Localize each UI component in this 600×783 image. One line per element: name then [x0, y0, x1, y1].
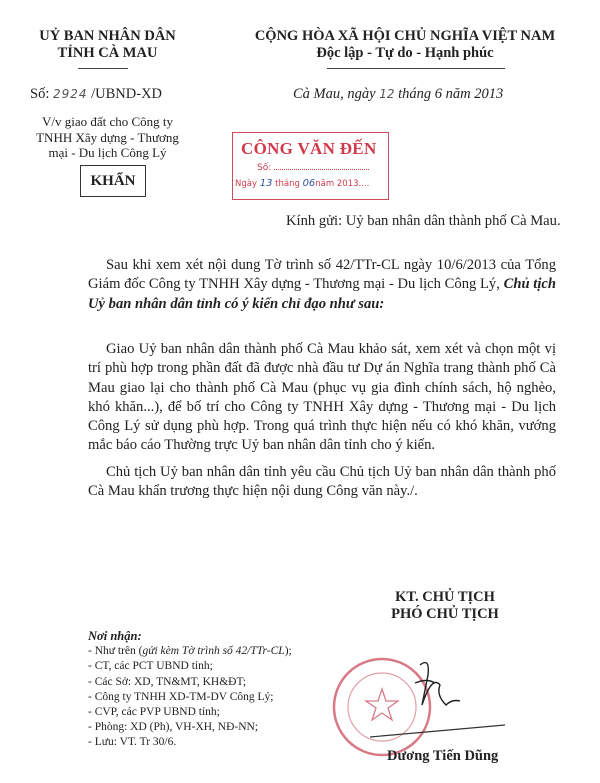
stamp-date-row: Ngày 13 tháng 06năm 2013....: [235, 178, 370, 189]
date-suffix: tháng 6 năm 2013: [398, 86, 504, 102]
recipient-item: [88, 644, 292, 659]
subject-line: mại - Du lịch Công Lý: [48, 145, 167, 160]
recipient-item: - CT, các PCT UBND tỉnh;: [88, 660, 213, 673]
addressee: Kính gửi: Uỷ ban nhân dân thành phố Cà Mau.: [286, 213, 561, 229]
national-header: [220, 28, 590, 62]
recipient-item: - Công ty TNHH XD-TM-DV Công Lý;: [88, 690, 274, 703]
stamp-thang-value: 06: [302, 178, 316, 189]
paragraph-3: Chủ tịch Uỷ ban nhân dân tỉnh yêu cầu Chủ tịch Uỷ ban nhân dân thành phố Cà Mau khẩn trương thực hiện nội dung Công văn này./.: [88, 464, 556, 500]
handwritten-number: 2924: [52, 87, 88, 101]
national-title: CỘNG HÒA XÃ HỘI CHỦ NGHĨA VIỆT NAM: [254, 28, 556, 44]
recipient-emph: gửi kèm Tờ trình số 42/TTr-CL: [142, 645, 285, 658]
stamp-number-row: [257, 163, 369, 173]
issuer-line1: UỶ BAN NHÂN DÂN: [39, 28, 176, 44]
recipient-item: - Phòng: XD (Ph), VH-XH, NĐ-NN;: [88, 721, 259, 734]
issuer-line2: TỈNH CÀ MAU: [57, 45, 158, 61]
stamp-ngay: Ngày: [235, 179, 257, 189]
signature-title: [370, 589, 520, 623]
recipient-item: - Các Sở: XD, TN&MT, KH&ĐT;: [88, 675, 247, 688]
signature-line2: PHÓ CHỦ TỊCH: [391, 606, 499, 622]
handwritten-day: 12: [379, 87, 395, 101]
recipient-prefix: - Như trên (: [88, 645, 143, 658]
handwritten-signature: [415, 663, 460, 705]
stamp-title: CÔNG VĂN ĐẾN: [241, 139, 377, 158]
stamp-nam: năm 2013: [315, 179, 359, 189]
issuer-underline: [78, 68, 128, 69]
subject-line: V/v giao đất cho Công ty: [41, 114, 174, 129]
document-number: [30, 86, 162, 103]
stamp-ngay-value: 13: [259, 178, 273, 189]
stamp-thang: tháng: [275, 179, 300, 189]
signer-name: Dương Tiến Dũng: [387, 748, 499, 764]
date-prefix: Cà Mau, ngày: [293, 86, 376, 102]
signature-stroke: [370, 725, 505, 737]
paragraph-1: [88, 256, 556, 314]
received-stamp: [232, 132, 389, 200]
recipient-suffix: );: [284, 645, 292, 658]
number-label: Số:: [30, 86, 50, 102]
urgent-badge: KHẨN: [80, 165, 146, 197]
number-suffix: /UBND-XD: [91, 86, 163, 102]
motto-underline: [327, 68, 505, 69]
p1-text: Sau khi xem xét nội dung Tờ trình số 42/TTr-CL ngày 10/6/2013 của Tổng Giám đốc Công ty TNHH Xây dựng - Thương mại - Du lịch Công Lý,: [88, 257, 556, 293]
national-motto: Độc lập - Tự do - Hạnh phúc: [316, 45, 494, 61]
recipients-title: Nơi nhận:: [88, 629, 142, 643]
place-date: [293, 86, 503, 103]
seal-star-icon: [366, 689, 398, 720]
recipient-item: - Lưu: VT. Tr 30/6.: [88, 736, 177, 749]
subject-line: TNHH Xây dựng - Thương: [36, 129, 179, 145]
paragraph-2: Giao Uỷ ban nhân dân thành phố Cà Mau khảo sát, xem xét và chọn một vị trí phù hợp trong phần đất đã được nhà đầu tư Dự án Nghĩa trang thành phố Cà Mau giao lại cho thành phố Cà Mau (phục vụ gia đình chính sách, hộ nghèo, khó khăn...), để bố trí cho Công ty TNHH Xây dựng - Thương mại - Du lịch Công Lý sử dụng phù hợp. Trong quá trình thực hiện nếu có khó khăn, vướng mắc báo cáo Thường trực Uỷ ban nhân dân tỉnh cho ý kiến.: [88, 341, 556, 454]
seal-inner-ring: [348, 673, 416, 741]
issuer-header: [10, 28, 205, 62]
recipients-block: [88, 629, 292, 751]
subject-block: [10, 114, 205, 161]
stamp-so: Số:: [257, 163, 272, 173]
signature-line1: KT. CHỦ TỊCH: [395, 589, 495, 605]
recipient-item: - CVP, các PVP UBND tỉnh;: [88, 706, 220, 719]
p1-emphasis: Chủ tịch Uỷ ban nhân dân tỉnh có ý kiến chỉ đạo như sau:: [88, 276, 556, 312]
